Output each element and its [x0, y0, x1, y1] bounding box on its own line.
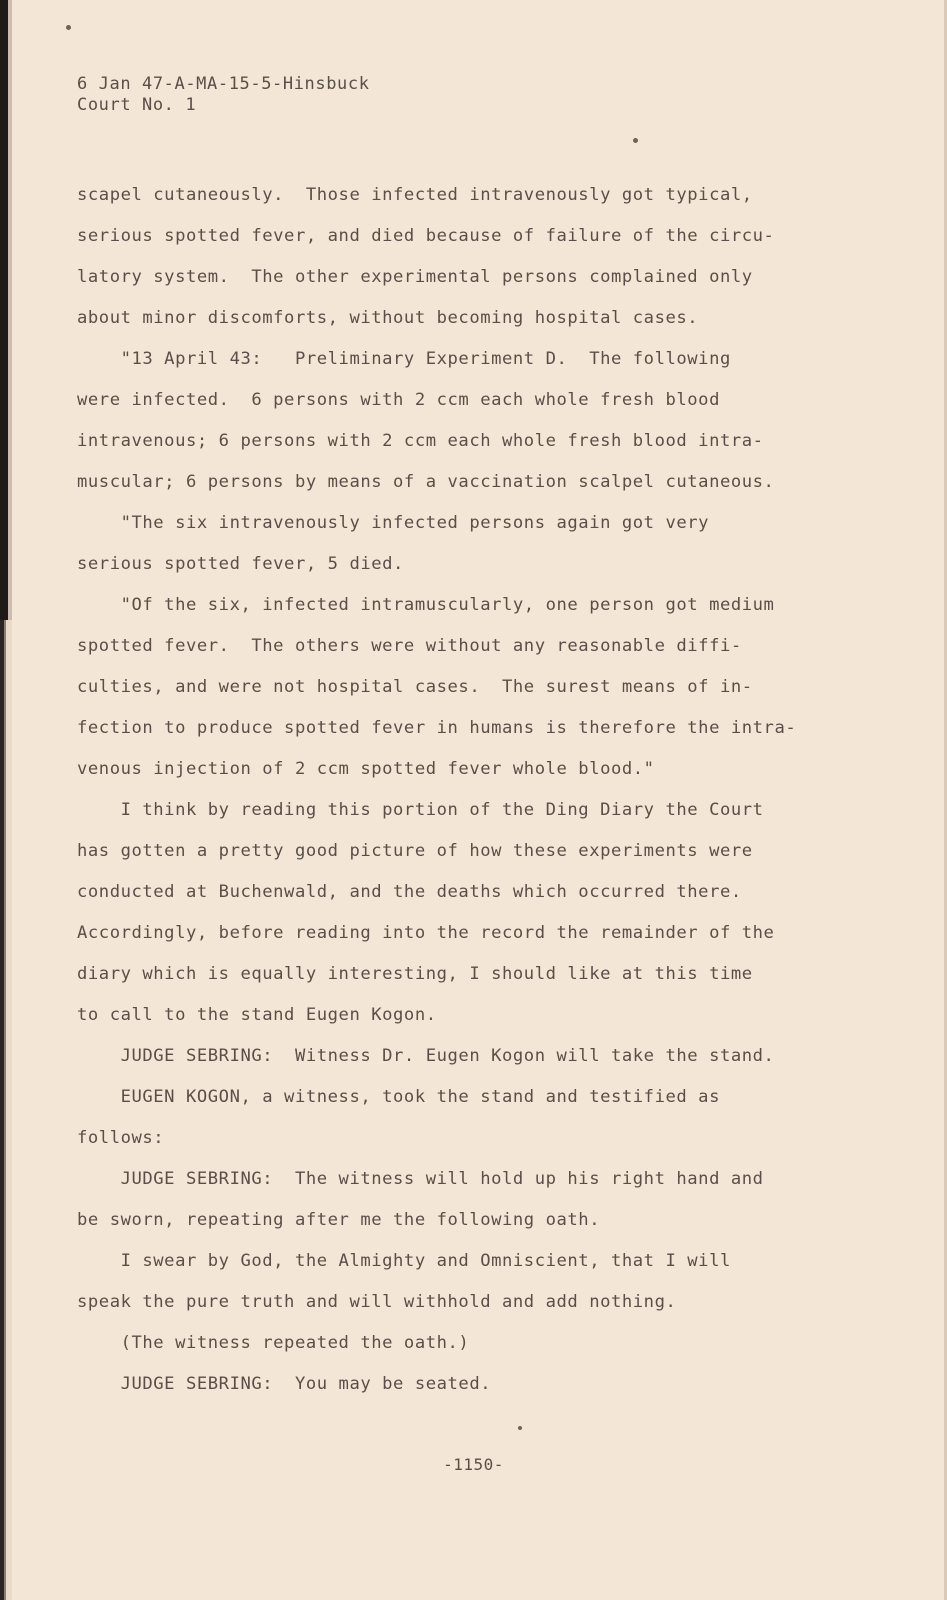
- transcript-line: scapel cutaneously. Those infected intravenously got typical,: [77, 185, 753, 205]
- transcript-line: fection to produce spotted fever in humans is therefore the intra-: [77, 718, 797, 738]
- transcript-line: (The witness repeated the oath.): [77, 1333, 470, 1353]
- transcript-line: I swear by God, the Almighty and Omniscient, that I will: [77, 1251, 731, 1271]
- transcript-line: latory system. The other experimental persons complained only: [77, 267, 753, 287]
- transcript-line: serious spotted fever, and died because of failure of the circu-: [77, 226, 775, 246]
- paper-speck: [633, 138, 638, 143]
- transcript-body: [77, 175, 897, 1405]
- transcript-line: serious spotted fever, 5 died.: [77, 554, 404, 574]
- transcript-line: has gotten a pretty good picture of how these experiments were: [77, 841, 753, 861]
- header-case-reference: 6 Jan 47-A-MA-15-5-Hinsbuck: [77, 74, 370, 94]
- transcript-line: follows:: [77, 1128, 165, 1148]
- transcript-line: spotted fever. The others were without any reasonable diffi-: [77, 636, 742, 656]
- transcript-line: JUDGE SEBRING: The witness will hold up his right hand and: [77, 1169, 764, 1189]
- transcript-line: were infected. 6 persons with 2 ccm each whole fresh blood: [77, 390, 720, 410]
- transcript-line: "Of the six, infected intramuscularly, one person got medium: [77, 595, 775, 615]
- transcript-line: diary which is equally interesting, I should like at this time: [77, 964, 753, 984]
- transcript-line: Accordingly, before reading into the record the remainder of the: [77, 923, 775, 943]
- transcript-line: speak the pure truth and will withhold and add nothing.: [77, 1292, 677, 1312]
- transcript-line: "The six intravenously infected persons again got very: [77, 513, 710, 533]
- transcript-line: conducted at Buchenwald, and the deaths which occurred there.: [77, 882, 742, 902]
- transcript-line: JUDGE SEBRING: You may be seated.: [77, 1374, 492, 1394]
- transcript-line: be sworn, repeating after me the following oath.: [77, 1210, 601, 1230]
- transcript-line: culties, and were not hospital cases. The surest means of in-: [77, 677, 753, 697]
- transcript-line: JUDGE SEBRING: Witness Dr. Eugen Kogon will take the stand.: [77, 1046, 775, 1066]
- page-number: -1150-: [443, 1455, 504, 1474]
- transcript-line: to call to the stand Eugen Kogon.: [77, 1005, 437, 1025]
- transcript-line: about minor discomforts, without becoming hospital cases.: [77, 308, 699, 328]
- transcript-line: I think by reading this portion of the Ding Diary the Court: [77, 800, 764, 820]
- transcript-line: muscular; 6 persons by means of a vaccination scalpel cutaneous.: [77, 472, 775, 492]
- page-right-edge: [939, 0, 947, 1600]
- page-binding-shadow: [0, 0, 22, 620]
- transcript-line: venous injection of 2 ccm spotted fever whole blood.": [77, 759, 655, 779]
- transcript-line: intravenous; 6 persons with 2 ccm each whole fresh blood intra-: [77, 431, 764, 451]
- paper-speck: [66, 25, 71, 30]
- transcript-line: EUGEN KOGON, a witness, took the stand and testified as: [77, 1087, 720, 1107]
- document-header: [77, 74, 370, 116]
- transcript-line: "13 April 43: Preliminary Experiment D. The following: [77, 349, 731, 369]
- paper-speck: [518, 1426, 522, 1430]
- header-court-number: Court No. 1: [77, 95, 197, 115]
